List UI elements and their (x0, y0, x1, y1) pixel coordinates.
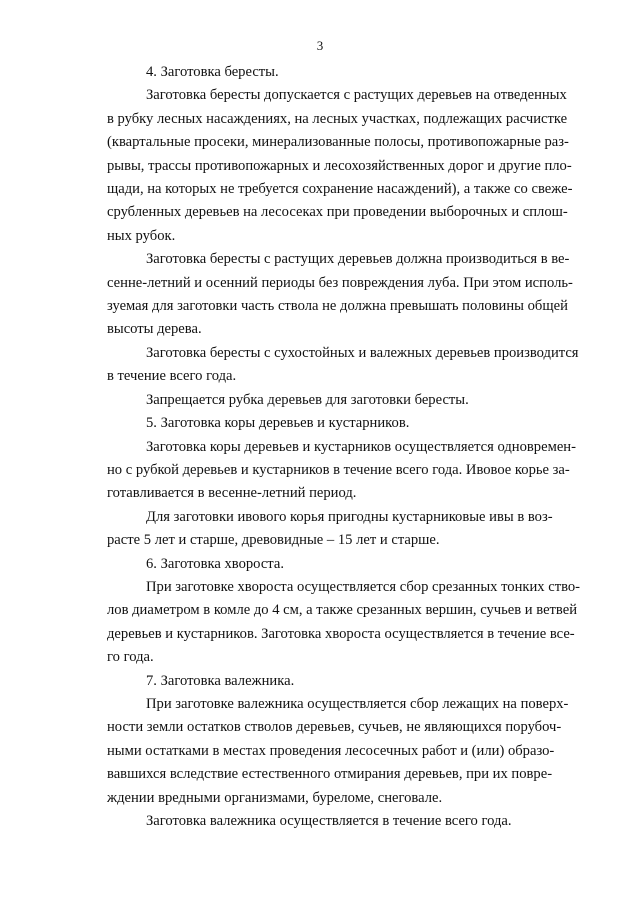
paragraph: При заготовке валежника осуществляется сбор лежащих на поверх- ности земли остатков стволов деревьев, сучьев, не являющихся порубоч- ными остатками в местах проведения лесосечных работ и (или) образо- вавшихся вследствие естественного отмирания деревьев, при их повре- ждении вредными организмами, буреломе, снеговале. (107, 695, 569, 806)
page-number: 3 (316, 38, 324, 53)
paragraph: Заготовка коры деревьев и кустарников осуществляется одновремен- но с рубкой деревьев и кустарников в течение всего года. Ивовое корье за- готавливается в весенне-летний период. (107, 438, 576, 502)
paragraph: Запрещается рубка деревьев для заготовки бересты. (146, 391, 469, 408)
paragraph: Заготовка бересты допускается с растущих деревьев на отведенных в рубку лесных насаждениях, на лесных участках, подлежащих расчистке (квартальные просеки, минерализованные полосы, противопожарные раз- рывы, трассы противопожарных и лесохозяйственных дорог и другие пло- щади, на которых не требуется сохранение насаждений), а также со свеже- срубленных деревьев на лесосеках при проведении выборочных и сплош- ных рубок. (107, 87, 573, 244)
paragraph: При заготовке хвороста осуществляется сбор срезанных тонких ство- лов диаметром в комле до 4 см, а также срезанных вершин, сучьев и ветвей деревьев и кустарников. Заготовка хвороста осуществляется в течение все- го года. (107, 578, 581, 666)
paragraph: Заготовка валежника осуществляется в течение всего года. (146, 813, 512, 829)
heading-bark: 5. Заготовка коры деревьев и кустарников. (146, 415, 410, 432)
heading-brushwood: 6. Заготовка хвороста. (146, 555, 284, 572)
paragraph: Для заготовки ивового корья пригодны кустарниковые ивы в воз- расте 5 лет и старше, древовидные – 15 лет и старше. (107, 508, 553, 549)
document-body (107, 61, 596, 833)
paragraph: Заготовка бересты с растущих деревьев должна производиться в ве- сенне-летний и осенний периоды без повреждения луба. При этом исполь- зуемая для заготовки часть ствола не должна превышать половины общей высоты дерева. (107, 251, 573, 338)
heading-birch-bark: 4. Заготовка бересты. (146, 64, 279, 80)
paragraph: Заготовка бересты с сухостойных и валежных деревьев производится в течение всего года. (107, 344, 579, 385)
heading-deadwood: 7. Заготовка валежника. (146, 672, 295, 689)
